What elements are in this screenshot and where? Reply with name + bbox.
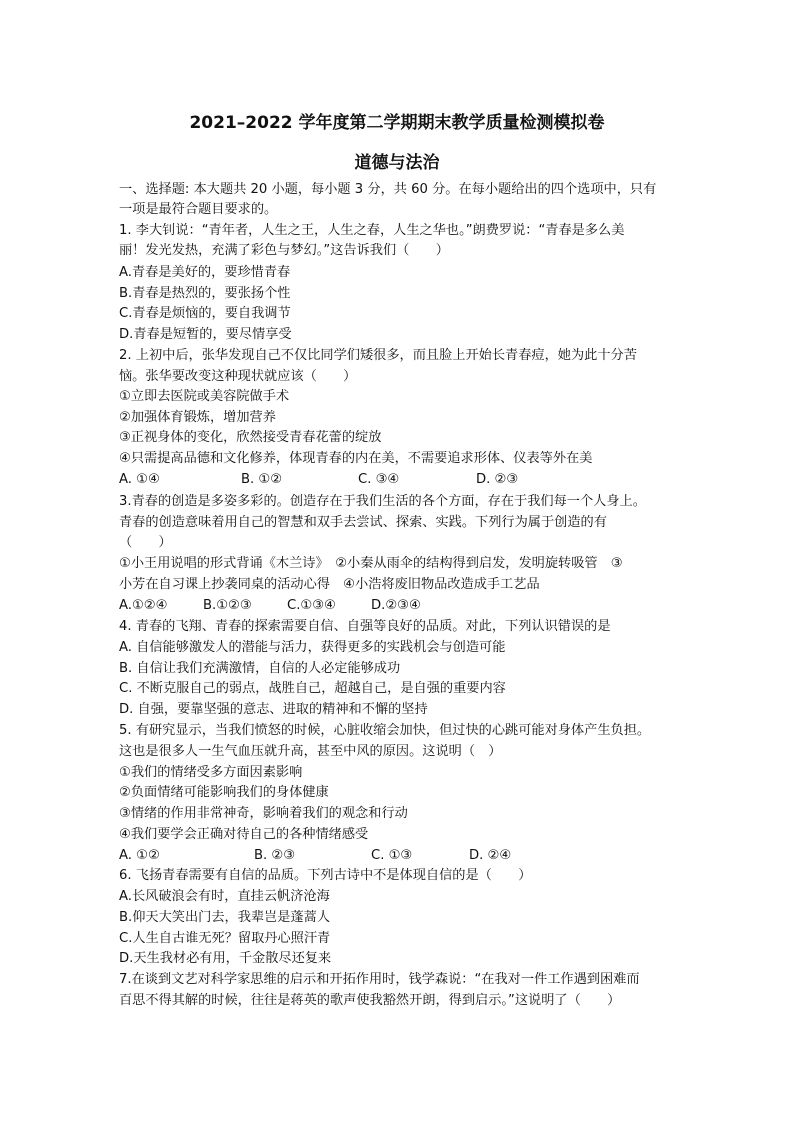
numbered-item: ③正视身体的变化，欣然接受青春花蕾的绽放 [119,430,382,445]
answer-option: D.青春是短暂的，要尽情享受 [119,327,292,342]
subject-title: 道德与法治 [354,153,440,173]
answer-option: B.仰天大笑出门去，我辈岂是蓬蒿人 [119,910,331,925]
section-intro-line: 一项是最符合题目要求的。 [119,202,278,217]
question-stem: 5. 有研究显示，当我们愤怒的时候，心脏收缩会加快，但过快的心跳可能对身体产生负担。 [119,723,651,738]
choice-d: D. ②④ [469,848,512,863]
numbered-item: ①小王用说唱的形式背诵《木兰诗》 ②小秦从雨伞的结构得到启发，发明旋转吸管 ③ [119,556,623,571]
numbered-item: 小芳在自习课上抄袭同桌的活动心得 ④小浩将废旧物品改造成手工艺品 [119,577,540,592]
section-intro-line: 一、选择题: 本大题共 20 小题，每小题 3 分，共 60 分。在每小题给出的四个选项中，只有 [119,182,657,197]
numbered-item: ④只需提高品德和文化修养，体现青春的内在美，不需要追求形体、仪表等外在美 [119,451,593,466]
answer-option: C. 不断克服自己的弱点，战胜自己，超越自己，是自强的重要内容 [119,681,506,696]
answer-option: A. 自信能够激发人的潜能与活力，获得更多的实践机会与创造可能 [119,640,506,655]
answer-option: A.长风破浪会有时，直挂云帆济沧海 [119,889,330,904]
choice-c: C. ①③ [371,848,413,863]
question-stem: 7.在谈到文艺对科学家思维的启示和开拓作用时，钱学森说：“在我对一件工作遇到困难而 [119,972,640,987]
answer-option: A.青春是美好的，要珍惜青春 [119,265,291,280]
choice-a: A. ①④ [119,472,160,487]
answer-option: C.人生自古谁无死？留取丹心照汗青 [119,931,331,946]
choice-a: A. ①② [119,848,160,863]
answer-option: B.青春是热烈的，要张扬个性 [119,286,291,301]
choice-b: B. ②③ [254,848,296,863]
choice-d: D.②③④ [371,598,421,613]
numbered-item: ②加强体育锻炼，增加营养 [119,410,276,425]
choice-b: B.①②③ [203,598,252,613]
numbered-item: ③情绪的作用非常神奇，影响着我们的观念和行动 [119,806,408,821]
answer-option: D.天生我材必有用，千金散尽还复来 [119,951,332,966]
question-stem: 丽！发光发热，充满了彩色与梦幻。”这告诉我们（ ） [119,243,449,258]
question-stem: 1. 李大钊说：“青年者，人生之王，人生之春，人生之华也。”朗费罗说：“青春是多么美 [119,223,625,238]
question-stem: 6. 飞扬青春需要有自信的品质。下列古诗中不是体现自信的是（ ） [119,868,532,883]
question-stem: 青春的创造意味着用自己的智慧和双手去尝试、探索、实践。下列行为属于创造的有 [119,515,607,530]
numbered-item: ④我们要学会正确对待自己的各种情绪感受 [119,827,369,842]
question-stem: 百思不得其解的时候，往往是蒋英的歌声使我豁然开朗，得到启示。”这说明了（ ） [119,993,621,1008]
question-stem: 恼。张华要改变这种现状就应该（ ） [119,369,357,384]
question-stem: 这也是很多人一生气血压就升高，甚至中风的原因。这说明（ ） [119,744,502,759]
question-stem: 3.青春的创造是多姿多彩的。创造存在于我们生活的各个方面，存在于我们每一个人身上。 [119,494,646,509]
choice-d: D. ②③ [476,472,519,487]
answer-option: D. 自强，要靠坚强的意志、进取的精神和不懈的坚持 [119,702,428,717]
question-stem: （ ） [119,535,172,550]
choice-c: C.①③④ [287,598,336,613]
exam-title: 2021–2022 学年度第二学期期末教学质量检测模拟卷 [189,113,605,133]
question-stem: 2. 上初中后，张华发现自己不仅比同学们矮很多，而且脸上开始长青春痘，她为此十分苦 [119,348,637,363]
answer-option: B. 自信让我们充满激情，自信的人必定能够成功 [119,661,401,676]
choice-a: A.①②④ [119,598,168,613]
numbered-item: ②负面情绪可能影响我们的身体健康 [119,785,329,800]
numbered-item: ①我们的情绪受多方面因素影响 [119,765,303,780]
question-stem: 4. 青春的飞翔、青春的探索需要自信、自强等良好的品质。对此，下列认识错误的是 [119,619,611,634]
numbered-item: ①立即去医院或美容院做手术 [119,389,290,404]
answer-option: C.青春是烦恼的，要自我调节 [119,306,291,321]
choice-c: C. ③④ [358,472,400,487]
choice-b: B. ①② [241,472,283,487]
